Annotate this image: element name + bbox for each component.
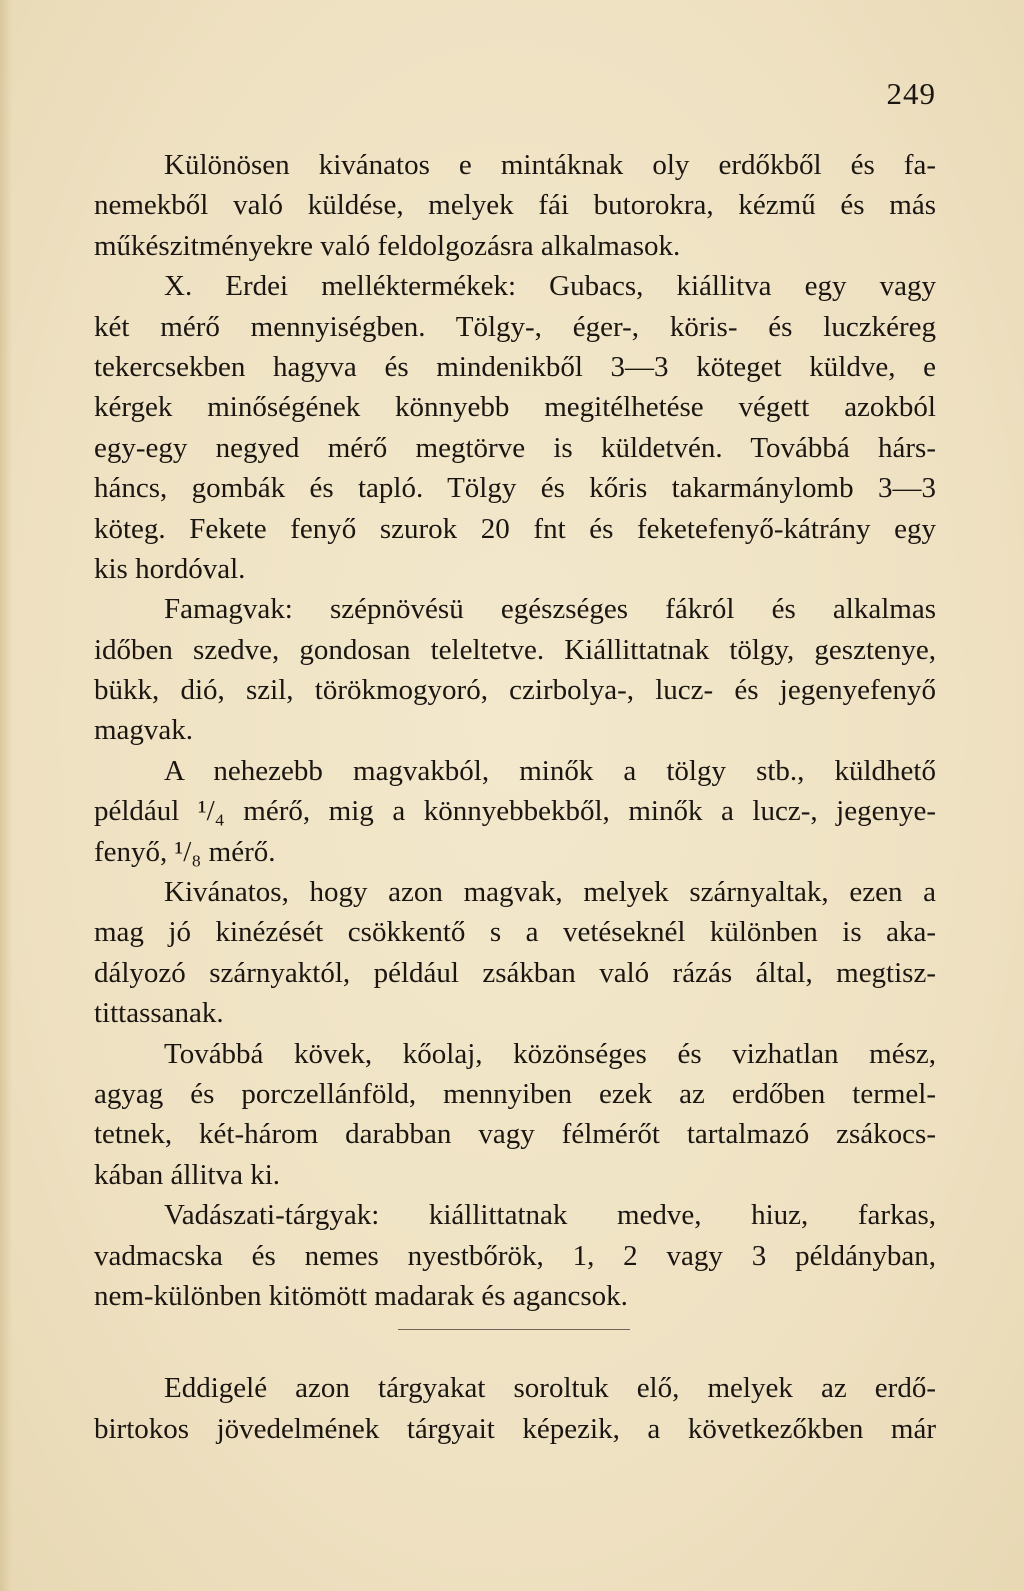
text-line: tetnek, két-három darabban vagy félmérőt tartalmazó zsákocs- [94,1118,936,1151]
text-line: időben szedve, gondosan teleltetve. Kiállittatnak tölgy, gesztenye, [94,633,936,666]
text-line: agyag és porczellánföld, mennyiben ezek az erdőben termel- [94,1077,936,1110]
text-line: kában állitva ki. [94,1158,281,1191]
text-line: nem-különben kitömött madarak és agancsok. [94,1279,628,1312]
section-divider [398,1329,630,1330]
text-line: két mérő mennyiségben. Tölgy-, éger-, köris- és luczkéreg [94,310,936,343]
text-line: vadmacska és nemes nyestbőrök, 1, 2 vagy 3 példányban, [94,1239,936,1272]
text-line: fenyő, ¹/₈ mérő. [94,835,276,868]
text-line: X. Erdei melléktermékek: Gubacs, kiállitva egy vagy [164,270,936,303]
text-line: egy-egy negyed mérő megtörve is küldetvén. Továbbá hárs- [94,431,936,464]
page-number: 249 [886,76,936,111]
text-line: tekercsekben hagyva és mindenikből 3—3 köteget küldve, e [94,350,936,383]
text-line: A nehezebb magvakból, minők a tölgy stb., küldhető [164,754,936,787]
text-line: nemekből való küldése, melyek fái butorokra, kézmű és más [94,189,936,222]
text-line: műkészitményekre való feldolgozásra alkalmasok. [94,229,681,262]
text-line: köteg. Fekete fenyő szurok 20 fnt és feketefenyő-kátrány egy [94,512,936,545]
page-edge-shadow [0,0,12,1591]
text-line: magvak. [94,714,194,747]
page-body [94,145,936,1449]
text-line: Különösen kivánatos e mintáknak oly erdőkből és fa- [164,149,936,181]
text-line: háncs, gombák és tapló. Tölgy és kőris takarmánylomb 3—3 [94,472,936,505]
text-line: Vadászati-tárgyak: kiállittatnak medve, hiuz, farkas, [164,1199,936,1232]
text-line: bükk, dió, szil, törökmogyoró, czirbolya-, lucz- és jegenyefenyő [94,674,936,707]
text-line: tittassanak. [94,997,224,1030]
text-line: dályozó szárnyaktól, például zsákban való rázás által, megtisz- [94,956,936,989]
text-line: birtokos jövedelmének tárgyait képezik, a következőkben már [94,1412,936,1445]
text-line: Famagvak: szépnövésü egészséges fákról és alkalmas [164,593,936,626]
text-line: például ¹/₄ mérő, mig a könnyebbekből, minők a lucz-, jegenye- [94,795,936,828]
text-line: Eddigelé azon tárgyakat soroltuk elő, melyek az erdő- [164,1372,936,1405]
text-line: Továbbá kövek, kőolaj, közönséges és vizhatlan mész, [164,1037,936,1070]
text-line: kis hordóval. [94,552,246,585]
text-line: mag jó kinézését csökkentő s a vetéseknél különben is aka- [94,916,936,949]
text-line: kérgek minőségének könnyebb megitélhetése végett azokból [94,391,936,424]
section-gap [94,1342,936,1368]
text-line: Kivánatos, hogy azon magvak, melyek szárnyaltak, ezen a [164,876,936,909]
